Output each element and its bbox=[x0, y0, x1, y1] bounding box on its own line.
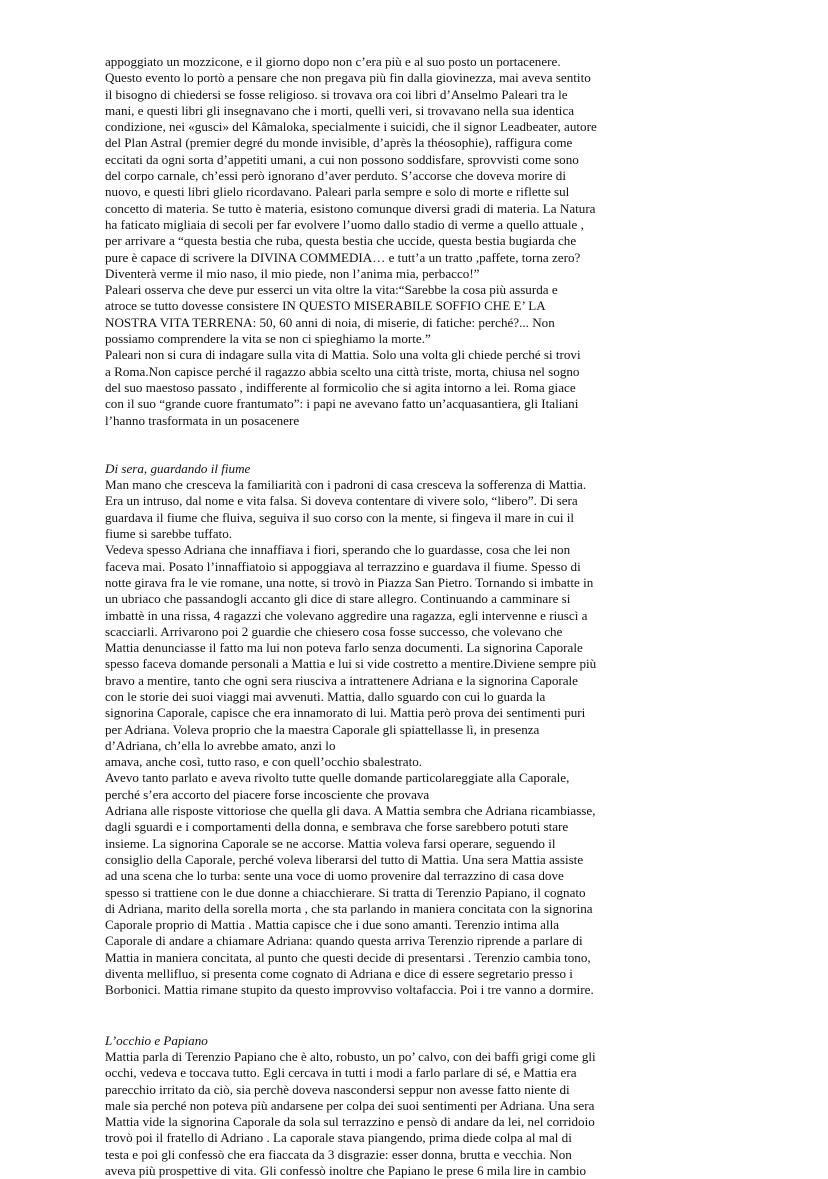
text-line: parecchio irritato da ciò, sia perchè doveva nascondersi seppur non avesse fatto niente di bbox=[105, 1081, 570, 1097]
text-line: l’hanno trasformata in un posacenere bbox=[105, 412, 300, 428]
text-line: possiamo comprendere la vita se non ci spieghiamo la morte.” bbox=[105, 331, 431, 347]
text-line: NOSTRA VITA TERRENA: 50, 60 anni di noia, di miserie, di fatiche: perché?... Non bbox=[105, 314, 555, 330]
text-line: a Roma.Non capisce perché il ragazzo abbia scelto una città triste, morta, chiusa nel sogno bbox=[105, 363, 580, 379]
text-line: Mattia vide la signorina Caporale da sola sul terrazzino e pensò di andare da lei, nel corridoio bbox=[105, 1114, 595, 1130]
section-gap bbox=[105, 999, 725, 1033]
text-line: mani, e questi libri gli insegnavano che i morti, quelli veri, si trovavano nella sua identica bbox=[105, 102, 575, 118]
text-line: con le storie dei suoi viaggi mai avvenuti. Mattia, dallo sguardo con cui lo guarda la bbox=[105, 688, 546, 704]
text-line: per Adriana. Voleva proprio che la maestra Caporale gli spiattellasse lì, in presenza bbox=[105, 721, 540, 737]
document-page bbox=[105, 54, 725, 1179]
text-line: con il suo “grande cuore frantumato”: i papi ne avevano fatto un’acquasantiera, gli Italiani bbox=[105, 396, 579, 412]
text-line: fiume si sarebbe tuffato. bbox=[105, 526, 233, 542]
text-line: Mattia parla di Terenzio Papiano che è alto, robusto, un po’ calvo, con dei baffi grigi come gli bbox=[105, 1048, 596, 1064]
text-line: atroce se tutto dovesse consistere IN QUESTO MISERABILE SOFFIO CHE E’ LA bbox=[105, 298, 546, 314]
text-line: ad una scena che lo turba: sente una voce di uomo provenire dal terrazzino di casa dove bbox=[105, 868, 564, 884]
text-line: del suo maestoso passato , indifferente al formicolio che si agita intorno a lei. Roma giace bbox=[105, 379, 576, 395]
text-line: un ubriaco che passandogli accanto gli dice di stare allegro. Continuando a camminare si bbox=[105, 591, 571, 607]
text-line: imbattè in una rissa, 4 ragazzi che volevano aggredire una ragazza, egli intervenne e riuscì a bbox=[105, 607, 588, 623]
text-line: notte girava fra le vie romane, una notte, si trovò in Piazza San Pietro. Tornando si imbatte in bbox=[105, 574, 594, 590]
text-line: male sia perché non poteva più andarsene per colpa dei suoi sentimenti per Adriana. Una sera bbox=[105, 1097, 595, 1113]
section-heading: L’occhio e Papiano bbox=[105, 1032, 208, 1048]
text-line: Era un intruso, dal nome e vita falsa. Si doveva contentare di vivere solo, “libero”. Di sera bbox=[105, 493, 578, 509]
text-line: aveva più prospettive di vita. Gli confessò inoltre che Papiano le prese 6 mila lire in cambio bbox=[105, 1163, 587, 1178]
text-line: Questo evento lo portò a pensare che non pregava più fin dalla giovinezza, mai aveva sentito bbox=[105, 70, 591, 86]
text-line: bravo a mentire, tanto che ogni sera riusciva a intrattenere Adriana e la signorina Caporale bbox=[105, 672, 578, 688]
text-line: trovò poi il fratello di Adriano . La caporale stava piangendo, prima diede colpa al mal di bbox=[105, 1130, 572, 1146]
text-line: Avevo tanto parlato e aveva rivolto tutte quelle domande particolareggiate alla Caporale, bbox=[105, 770, 570, 786]
text-line: appoggiato un mozzicone, e il giorno dopo non c’era più e al suo posto un portacenere. bbox=[105, 54, 561, 69]
text-line: testa e poi gli confessò che era fiaccata da 3 disgrazie: esser donna, brutta e vecchia. Non bbox=[105, 1146, 572, 1162]
text-line: Vedeva spesso Adriana che innaffiava i fiori, sperando che lo guardasse, cosa che lei non bbox=[105, 542, 571, 558]
text-line: faceva mai. Posato l’innaffiatoio si appoggiava al terrazzino e guardava il fiume. Spesso di bbox=[105, 558, 581, 574]
text-line: scacciarli. Arrivarono poi 2 guardie che chiesero cosa fosse successo, che volevano che bbox=[105, 623, 563, 639]
text-line: eccitati da ogni sorta d’appetiti umani, a cui non possono soddisfare, sprovvisti come sono bbox=[105, 151, 579, 167]
text-line: spesso si trattiene con le due donne a chiacchierare. Si tratta di Terenzio Papiano, il cognato bbox=[105, 884, 586, 900]
text-line: diventa mellifluo, si presenta come cognato di Adriana e dice di essere segretario presso i bbox=[105, 966, 573, 982]
text-line: d’Adriana, ch’ella lo avrebbe amato, anzi lo bbox=[105, 737, 336, 753]
text-line: Paleari non si cura di indagare sulla vita di Mattia. Solo una volta gli chiede perché si trovi bbox=[105, 347, 581, 363]
text-line: consiglio della Caporale, perché voleva liberarsi del tutto di Mattia. Una sera Mattia assiste bbox=[105, 851, 584, 867]
section-heading: Di sera, guardando il fiume bbox=[105, 460, 251, 476]
text-line: guardava il fiume che fluiva, seguiva il suo corso con la mente, si fingeva il mare in cui il bbox=[105, 509, 575, 525]
text-line: Man mano che cresceva la familiarità con i padroni di casa cresceva la sofferenza di Mattia. bbox=[105, 477, 587, 493]
text-line: il bisogno di chiedersi se fosse religioso. si trovava ora coi libri d’Anselmo Paleari tra le bbox=[105, 86, 568, 102]
text-line: spesso faceva domande personali a Mattia e lui si vide costretto a mentire.Diviene sempre più bbox=[105, 656, 597, 672]
text-line: del Plan Astral (premier degré du monde invisible, d’après la théosophie), raffigura come bbox=[105, 135, 573, 151]
text-line: Mattia denunciasse il fatto ma lui non poteva farlo senza documenti. La signorina Caporale bbox=[105, 640, 583, 656]
text-line: Adriana alle risposte vittoriose che quella gli dava. A Mattia sembra che Adriana ricambiasse, bbox=[105, 803, 596, 819]
text-line: insieme. La signorina Caporale se ne accorse. Mattia voleva farsi operare, seguendo il bbox=[105, 835, 556, 851]
text-line: perché s’era accorto del piacere forse incosciente che provava bbox=[105, 786, 430, 802]
text-line: signorina Caporale, capisce che era innamorato di lui. Mattia però prova dei sentimenti puri bbox=[105, 705, 586, 721]
text-line: per arrivare a “questa bestia che ruba, questa bestia che uccide, questa bestia bugiarda che bbox=[105, 233, 577, 249]
text-line: occhi, vedeva e toccava tutto. Egli cercava in tutti i modi a farlo parlare di sé, e Mattia era bbox=[105, 1065, 577, 1081]
text-line: dagli sguardi e i comportamenti della donna, e sembrava che forse sarebbero potuti stare bbox=[105, 819, 569, 835]
text-line: Borbonici. Mattia rimane stupito da questo improvviso voltafaccia. Poi i tre vanno a dormire. bbox=[105, 982, 594, 998]
section-di-sera bbox=[105, 477, 725, 999]
text-line: Paleari osserva che deve pur esserci un vita oltre la vita:“Sarebbe la cosa più assurda e bbox=[105, 282, 558, 298]
text-line: nuovo, e questi libri glielo ricordavano. Paleari parla sempre e solo di morte e riflette sul bbox=[105, 184, 570, 200]
text-line: Diventerà verme il mio naso, il mio piede, non l’anima mia, perbacco!” bbox=[105, 265, 480, 281]
text-line: Caporale di andare a chiamare Adriana: quando questa arriva Terenzio riprende a parlare di bbox=[105, 933, 583, 949]
section-gap bbox=[105, 429, 725, 461]
text-line: amava, anche così, tutto raso, e con quell’occhio sbalestrato. bbox=[105, 754, 423, 770]
text-line: Caporale proprio di Mattia . Mattia capisce che i due sono amanti. Terenzio intima alla bbox=[105, 917, 560, 933]
text-line: pure è capace di scrivere la DIVINA COMMEDIA… e tutt’a un tratto ,paffete, torna zero? bbox=[105, 249, 581, 265]
section-paleari bbox=[105, 54, 725, 429]
text-line: condizione, nei «gusci» del Kâmaloka, specialmente i suicidi, che il signor Leadbeater, autore bbox=[105, 119, 597, 135]
text-line: Mattia in maniera concitata, al punto che questi decide di presentarsi . Terenzio cambia tono, bbox=[105, 949, 591, 965]
text-line: del corpo carnale, ch’essi però ignorano d’aver perduto. S’accorse che doveva morire di bbox=[105, 168, 566, 184]
text-line: ha faticato migliaia di secoli per far evolvere l’uomo dallo stadio di verme a quello attuale , bbox=[105, 216, 584, 232]
text-line: di Adriana, marito della sorella morta , che sta parlando in maniera concitata con la signorina bbox=[105, 900, 593, 916]
section-occhio-papiano bbox=[105, 1049, 725, 1179]
text-line: concetto di materia. Se tutto è materia, esistono comunque diversi gradi di materia. La Natura bbox=[105, 200, 596, 216]
